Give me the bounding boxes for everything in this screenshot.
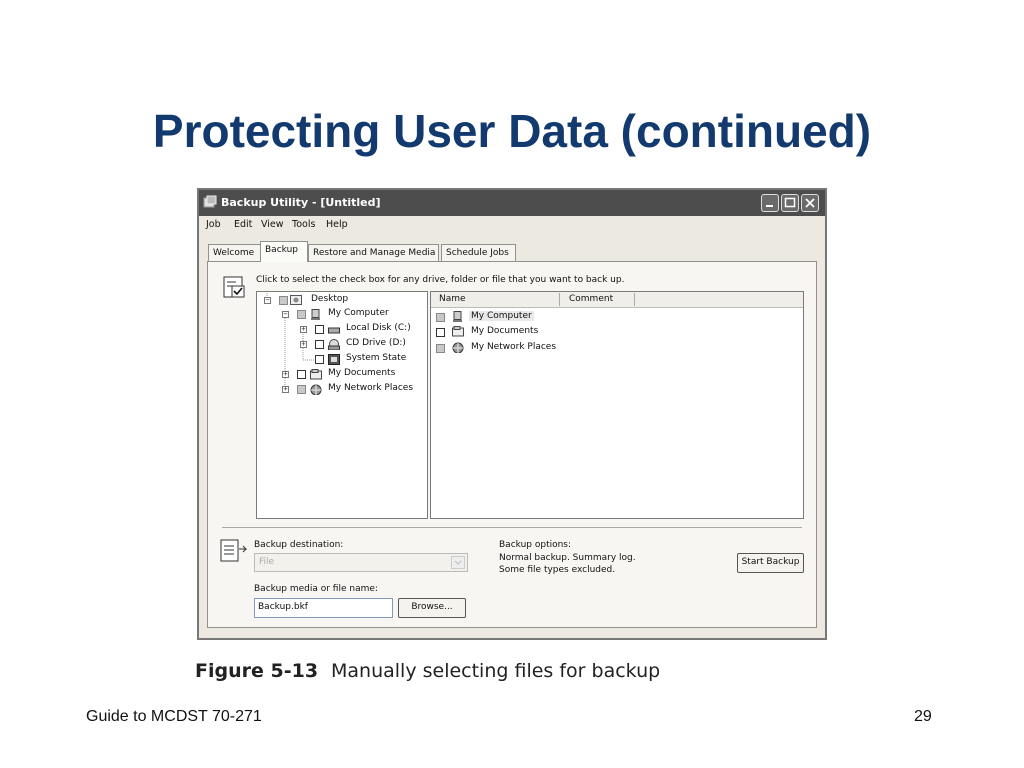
start-backup-button[interactable]: Start Backup [737, 553, 804, 573]
maximize-button[interactable] [781, 194, 799, 212]
instruction-text: Click to select the check box for any drive, folder or file that you want to back up. [256, 275, 625, 285]
browse-button[interactable]: Browse... [398, 598, 466, 618]
figure-label: Figure 5-13 [195, 660, 319, 682]
divider [222, 527, 802, 528]
menu-help[interactable]: Help [326, 219, 348, 230]
destination-select[interactable] [254, 553, 468, 572]
checkbox-desktop[interactable] [279, 296, 288, 305]
file-list[interactable] [430, 291, 804, 519]
media-file-input[interactable] [254, 598, 393, 618]
backup-app-icon [203, 195, 217, 209]
destination-label: Backup destination: [254, 540, 344, 550]
backup-destination-icon [220, 538, 248, 564]
tab-backup[interactable]: Backup [260, 241, 308, 262]
tree-item-system-state[interactable]: System State [346, 353, 407, 363]
backup-utility-window [197, 188, 827, 640]
menu-view[interactable]: View [261, 219, 284, 230]
menu-bar [199, 216, 825, 234]
options-line-2: Some file types excluded. [499, 565, 616, 575]
collapse-desktop[interactable]: − [265, 296, 270, 304]
backup-checklist-icon [222, 274, 248, 300]
expand-cd-drive[interactable]: + [301, 340, 306, 348]
computer-icon [452, 311, 464, 322]
footer-course: Guide to MCDST 70-271 [86, 708, 262, 725]
checkbox-my-documents[interactable] [297, 370, 306, 379]
minimize-icon [762, 195, 778, 211]
tree-item-desktop[interactable]: Desktop [311, 294, 349, 304]
options-label: Backup options: [499, 540, 572, 550]
hard-drive-icon [328, 325, 340, 336]
list-item-label[interactable]: My Network Places [471, 342, 557, 352]
chevron-down-icon [451, 556, 465, 569]
tree-item-my-network-places[interactable]: My Network Places [328, 383, 414, 393]
slide-title: Protecting User Data (continued) [152, 105, 872, 157]
media-label: Backup media or file name: [254, 584, 378, 594]
close-icon [802, 195, 818, 211]
title-bar[interactable] [199, 190, 825, 216]
destination-value: File [259, 557, 275, 567]
checkbox-cd-drive[interactable] [315, 340, 324, 349]
list-item-label[interactable]: My Documents [471, 326, 539, 336]
list-header [431, 292, 803, 308]
tree-item-my-documents[interactable]: My Documents [328, 368, 396, 378]
cd-drive-icon [328, 339, 340, 350]
tab-schedule[interactable]: Schedule Jobs [441, 244, 516, 261]
checkbox-local-disk[interactable] [315, 325, 324, 334]
expand-local-disk[interactable]: + [301, 325, 306, 333]
list-checkbox-my-computer[interactable] [436, 313, 445, 322]
tab-welcome[interactable]: Welcome [208, 244, 261, 261]
maximize-icon [782, 195, 798, 211]
list-checkbox-my-network-places[interactable] [436, 344, 445, 353]
tab-restore[interactable]: Restore and Manage Media [308, 244, 439, 261]
tree-item-my-computer[interactable]: My Computer [328, 308, 389, 318]
checkbox-my-computer[interactable] [297, 310, 306, 319]
menu-job[interactable]: Job [206, 219, 221, 230]
checkbox-system-state[interactable] [315, 355, 324, 364]
checkbox-my-network-places[interactable] [297, 385, 306, 394]
collapse-my-computer[interactable]: − [283, 310, 288, 318]
options-line-1: Normal backup. Summary log. [499, 553, 636, 563]
documents-icon [452, 326, 464, 337]
network-icon [310, 384, 322, 395]
list-checkbox-my-documents[interactable] [436, 328, 445, 337]
folder-tree[interactable] [256, 291, 428, 519]
system-state-icon [328, 354, 340, 365]
column-comment[interactable]: Comment [569, 294, 614, 304]
figure-caption: Manually selecting files for backup [331, 660, 661, 682]
list-item-label[interactable]: My Computer [471, 311, 532, 321]
tree-item-cd-drive[interactable]: CD Drive (D:) [346, 338, 406, 348]
expand-my-network-places[interactable]: + [283, 385, 288, 393]
documents-icon [310, 369, 322, 380]
desktop-icon [290, 295, 302, 306]
minimize-button[interactable] [761, 194, 779, 212]
expand-my-documents[interactable]: + [283, 370, 288, 378]
close-button[interactable] [801, 194, 819, 212]
media-value: Backup.bkf [258, 602, 308, 612]
column-name[interactable]: Name [439, 294, 466, 304]
computer-icon [310, 309, 322, 320]
tree-item-local-disk[interactable]: Local Disk (C:) [346, 323, 411, 333]
network-icon [452, 342, 464, 353]
backup-tab-panel [207, 261, 817, 628]
page-number: 29 [914, 708, 932, 725]
menu-tools[interactable]: Tools [292, 219, 316, 230]
window-title: Backup Utility - [Untitled] [221, 196, 381, 209]
menu-edit[interactable]: Edit [234, 219, 253, 230]
